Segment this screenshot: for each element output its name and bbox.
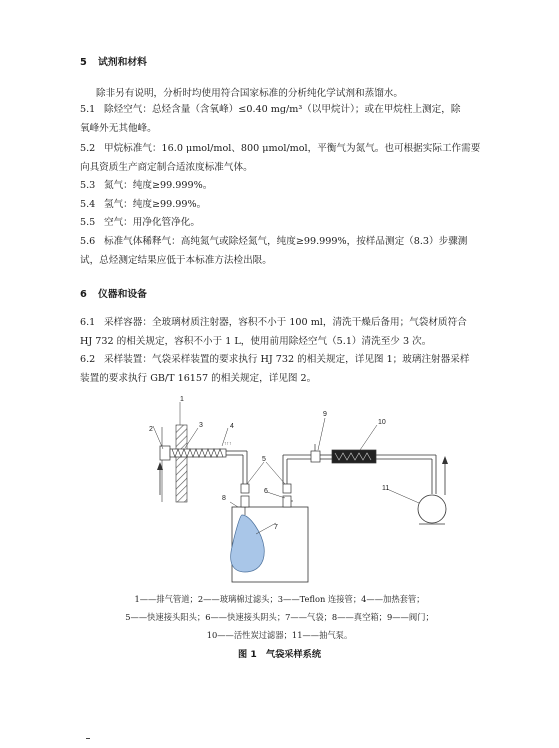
clause-text-cont: 向具资质生产商定制合适浓度标准气体。 bbox=[80, 162, 253, 173]
clause-number: 5.2 bbox=[80, 143, 96, 154]
clause-text: 除烃空气：总烃含量（含氧峰）≤0.40 mg/m³（以甲烷计）；或在甲烷柱上测定，除 bbox=[104, 104, 461, 115]
figure-legend-line-2: 5——快速接头阳头；6——快速接头阴头；7——气袋；8——真空箱；9——阀门； bbox=[125, 612, 434, 622]
figure-caption: 图 1 气袋采样系统 bbox=[237, 649, 322, 660]
pump bbox=[418, 456, 448, 524]
clause-number: 5.4 bbox=[80, 199, 96, 210]
clause-number: 5.5 bbox=[80, 217, 96, 228]
clause-text: 氮气：纯度≥99.999%。 bbox=[104, 180, 213, 191]
page-edge-mark bbox=[86, 738, 90, 739]
section-title: 试剂和材料 bbox=[98, 57, 147, 68]
clause-number: 5.1 bbox=[80, 104, 96, 115]
clause-text: 标准气体稀释气：高纯氮气或除烃氮气，纯度≥99.999%，按样品测定（8.3）步骤测 bbox=[104, 236, 468, 247]
diagram-label-11: 11 bbox=[382, 485, 390, 492]
diagram-label-5: 5 bbox=[262, 456, 266, 463]
diagram-label-1: 1 bbox=[180, 396, 184, 403]
quick-connectors bbox=[241, 455, 311, 493]
exhaust-duct bbox=[157, 425, 187, 502]
diagram-label-4: 4 bbox=[230, 423, 234, 430]
clause-text-cont: 试，总烃测定结果应低于本标准方法检出限。 bbox=[80, 255, 272, 266]
diagram-label-7: 7 bbox=[274, 524, 278, 531]
diagram-label-3: 3 bbox=[199, 422, 203, 429]
clause-text-cont: 装置的要求执行 GB/T 16157 的相关规定，详见图 2。 bbox=[80, 373, 317, 384]
diagram-label-2: 2 bbox=[149, 426, 153, 433]
clause-text: 采样容器：全玻璃材质注射器，容积不小于 100 ml，清洗干燥后备用；气袋材质符合 bbox=[104, 317, 467, 328]
filter-and-heated-line bbox=[160, 441, 247, 484]
clause-number: 6.1 bbox=[80, 317, 96, 328]
clause-number: 5.6 bbox=[80, 236, 96, 247]
section-number: 5 bbox=[80, 57, 87, 68]
figure-legend-line-1: 1——排气管道；2——玻璃棉过滤头；3——Teflon 连接管；4——加热套管； bbox=[134, 594, 425, 604]
diagram-label-9: 9 bbox=[323, 411, 327, 418]
diagram-label-10: 10 bbox=[378, 419, 386, 426]
clause-text-cont: 氧峰外无其他峰。 bbox=[80, 123, 157, 134]
clause-text: 空气：用净化管净化。 bbox=[104, 217, 200, 228]
clause-text-cont: HJ 732 的相关规定，容积不小于 1 L，使用前用除烃空气（5.1）清洗至少 3 次。 bbox=[80, 336, 432, 347]
svg-text:↑↑↑: ↑↑↑ bbox=[224, 441, 232, 447]
clause-text: 甲烷标准气：16.0 μmol/mol、800 μmol/mol，平衡气为氮气。也可根据实际工作需要 bbox=[104, 143, 481, 154]
figure-legend-line-3: 10——活性炭过滤器；11——抽气泵。 bbox=[206, 630, 353, 640]
clause-number: 5.3 bbox=[80, 180, 96, 191]
section-number: 6 bbox=[80, 289, 87, 300]
clause-text: 氢气：纯度≥99.99%。 bbox=[104, 199, 207, 210]
clause-text: 采样装置：气袋采样装置的要求执行 HJ 732 的相关规定，详见图 1；玻璃注射器采样 bbox=[104, 354, 470, 365]
valve bbox=[311, 444, 332, 462]
clause-number: 6.2 bbox=[80, 354, 96, 365]
diagram-label-6: 6 bbox=[264, 488, 268, 495]
diagram-label-8: 8 bbox=[222, 495, 226, 502]
intro-paragraph: 除非另有说明，分析时均使用符合国家标准的分析纯化学试剂和蒸馏水。 bbox=[96, 88, 403, 99]
section-title: 仪器和设备 bbox=[98, 289, 147, 300]
